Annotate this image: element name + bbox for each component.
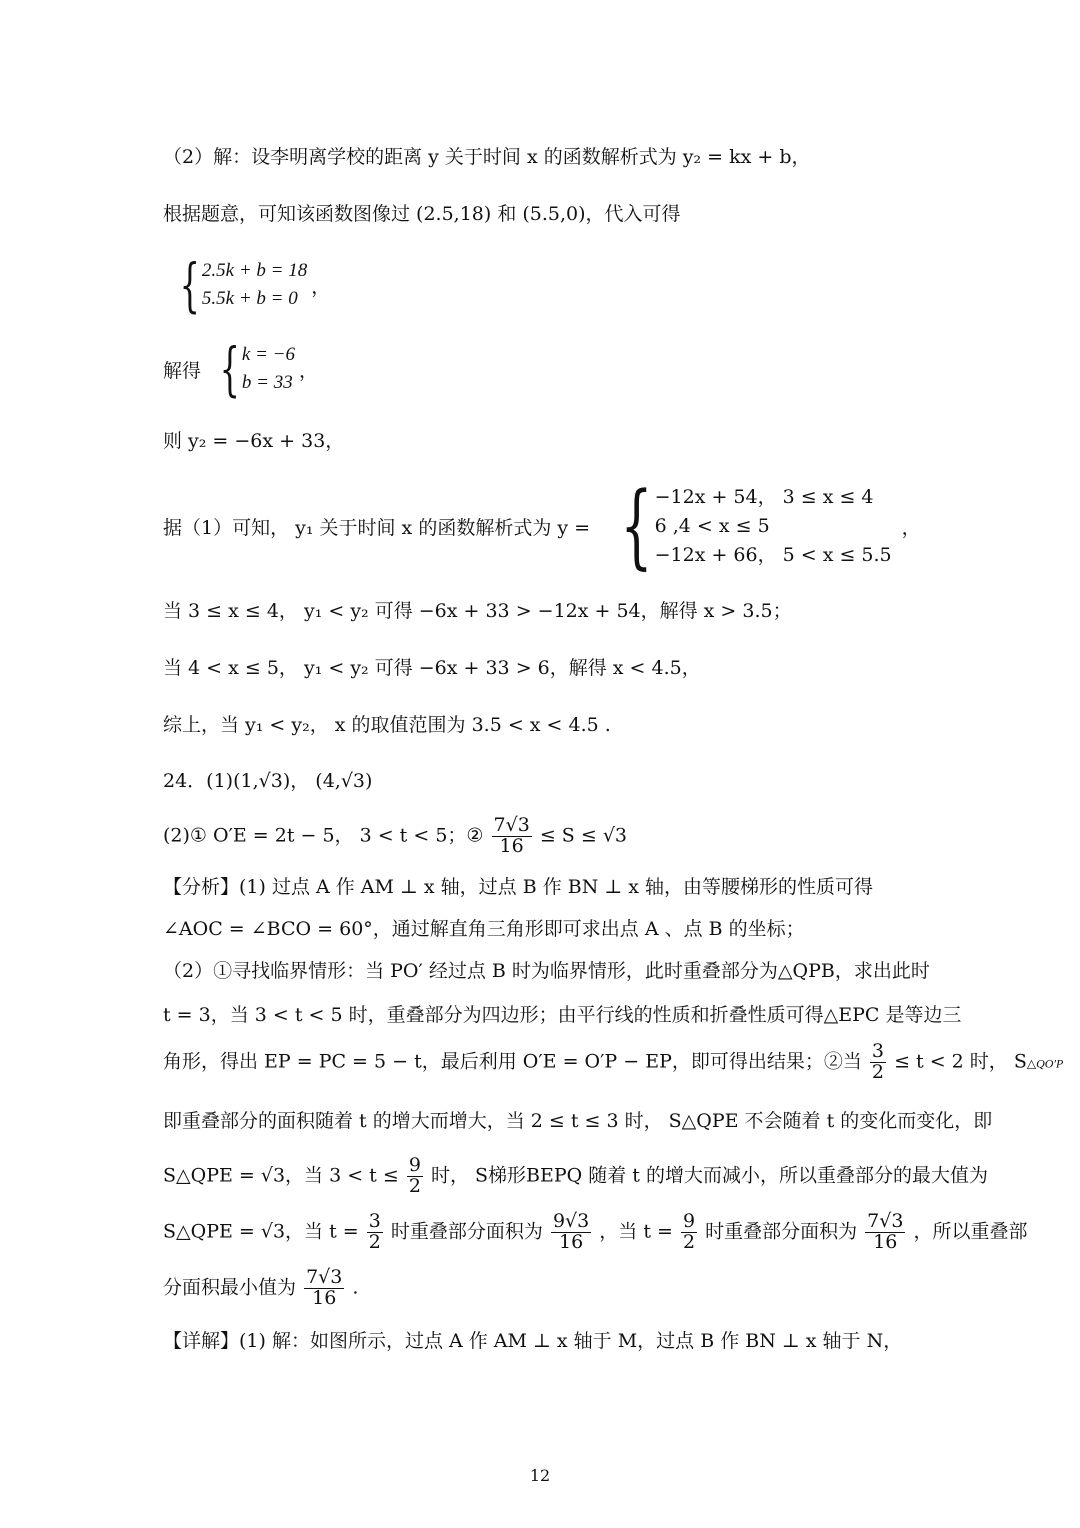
piecewise-function bbox=[163, 472, 921, 579]
left-brace: { bbox=[620, 472, 653, 579]
fraction-numerator: 9 bbox=[408, 1154, 421, 1176]
answer-part-a: (2)① O′E = 2t − 5， 3 < t < 5；② bbox=[163, 824, 484, 847]
text-line-19 bbox=[163, 1268, 358, 1309]
text-segment: 时重叠部分面积为 bbox=[390, 1220, 543, 1243]
subscript: △QO′P bbox=[1026, 1056, 1064, 1071]
text-line-6: 当 3 ≤ x ≤ 4， y₁ < y₂ 可得 −6x + 33 > −12x + 54，解得 x > 3.5； bbox=[163, 600, 792, 622]
punctuation: ， bbox=[299, 359, 319, 382]
fraction bbox=[367, 1212, 383, 1253]
fraction-denominator: 16 bbox=[558, 1230, 584, 1253]
fraction bbox=[865, 1212, 905, 1253]
fraction-numerator: 7√3 bbox=[493, 814, 530, 836]
punctuation: ， bbox=[901, 516, 921, 539]
system-row: 5.5k + b = 0 bbox=[201, 288, 298, 309]
left-brace: { bbox=[219, 335, 240, 403]
fraction-denominator: 16 bbox=[499, 834, 524, 857]
fraction-denominator: 2 bbox=[408, 1174, 421, 1197]
text-line-10 bbox=[163, 816, 627, 857]
text-line-2: 根据题意，可知该函数图像过 (2.5,18) 和 (5.5,0)，代入可得 bbox=[163, 203, 681, 225]
equation-system-2 bbox=[163, 335, 319, 403]
text-line-13: （2）①寻找临界情形：当 PO′ 经过点 B 时为临界情形，此时重叠部分为△QPB，求出此时 bbox=[163, 960, 930, 982]
fraction bbox=[681, 1212, 697, 1253]
fraction-denominator: 16 bbox=[873, 1230, 898, 1253]
text-line-16: 即重叠部分的面积随着 t 的增大而增大，当 2 ≤ t ≤ 3 时， S△QPE 不会随着 t 的变化而变化，即 bbox=[163, 1110, 993, 1132]
text-line-9: 24．(1)(1,√3)， (4,√3) bbox=[163, 770, 373, 792]
system-row: 2.5k + b = 18 bbox=[201, 260, 308, 281]
text-segment: . bbox=[352, 1276, 359, 1299]
text-line-7: 当 4 < x ≤ 5， y₁ < y₂ 可得 −6x + 33 > 6，解得 x < 4.5， bbox=[163, 657, 701, 679]
piecewise-row: −12x + 66， 5 < x ≤ 5.5 bbox=[654, 543, 892, 566]
fraction-numerator: 7√3 bbox=[306, 1266, 343, 1288]
text-line-15 bbox=[163, 1042, 1063, 1083]
system-row: b = 33 bbox=[241, 372, 293, 393]
fraction-numerator: 9√3 bbox=[552, 1210, 590, 1232]
text-line-11: 【分析】(1) 过点 A 作 AM ⊥ x 轴，过点 B 作 BN ⊥ x 轴，由等腰梯形的性质可得 bbox=[163, 876, 874, 898]
fraction bbox=[407, 1156, 423, 1197]
text-segment: S△QPE = √3，当 3 < t ≤ bbox=[163, 1164, 399, 1187]
text-segment: 角形，得出 EP = PC = 5 − t，最后利用 O′E = O′P − EP，即可得出结果；②当 bbox=[163, 1050, 862, 1073]
fraction bbox=[551, 1212, 591, 1253]
system-row: k = −6 bbox=[241, 344, 295, 365]
left-brace: { bbox=[179, 251, 200, 319]
text-line-14: t = 3，当 3 < t < 5 时，重叠部分为四边形；由平行线的性质和折叠性质可得△EPC 是等边三 bbox=[163, 1004, 962, 1026]
text-segment: ，所以重叠部 bbox=[913, 1220, 1028, 1243]
punctuation: ， bbox=[311, 275, 331, 298]
text-line-4: 则 y₂ = −6x + 33， bbox=[163, 430, 345, 452]
text-line-8: 综上，当 y₁ < y₂， x 的取值范围为 3.5 < x < 4.5 . bbox=[163, 714, 611, 736]
fraction-denominator: 16 bbox=[312, 1286, 337, 1309]
piecewise-row: −12x + 54， 3 ≤ x ≤ 4 bbox=[654, 485, 874, 508]
solve-label: 解得 bbox=[163, 359, 202, 382]
fraction-denominator: 2 bbox=[682, 1230, 696, 1253]
text-line-12: ∠AOC = ∠BCO = 60°，通过解直角三角形即可求出点 A 、点 B 的坐标； bbox=[163, 918, 805, 940]
fraction bbox=[304, 1268, 344, 1309]
fraction-numerator: 3 bbox=[871, 1040, 885, 1062]
piecewise-prefix: 据（1）可知， y₁ 关于时间 x 的函数解析式为 y = bbox=[163, 516, 591, 539]
fraction-numerator: 9 bbox=[682, 1210, 696, 1232]
piecewise-row: 6 ,4 < x ≤ 5 bbox=[654, 514, 770, 537]
text-segment: ，当 t = bbox=[599, 1220, 673, 1243]
page-number: 12 bbox=[529, 1466, 551, 1485]
text-segment: 分面积最小值为 bbox=[163, 1276, 297, 1299]
fraction-numerator: 7√3 bbox=[867, 1210, 904, 1232]
answer-part-b: ≤ S ≤ √3 bbox=[539, 824, 628, 847]
text-line-18 bbox=[163, 1212, 1028, 1253]
fraction-denominator: 2 bbox=[871, 1060, 885, 1083]
text-line-17 bbox=[163, 1156, 988, 1197]
equation-system-1 bbox=[163, 251, 331, 319]
text-segment: ≤ t < 2 时， S bbox=[894, 1050, 1027, 1073]
fraction-denominator: 2 bbox=[368, 1230, 381, 1253]
fraction-numerator: 3 bbox=[368, 1210, 381, 1232]
fraction bbox=[870, 1042, 886, 1083]
text-segment: 时， S梯形BEPQ 随着 t 的增大而减小，所以重叠部分的最大值为 bbox=[430, 1164, 988, 1187]
text-segment: 时重叠部分面积为 bbox=[705, 1220, 858, 1243]
text-line-1: （2）解：设李明离学校的距离 y 关于时间 x 的函数解析式为 y₂ = kx + b， bbox=[163, 146, 811, 168]
text-segment: S△QPE = √3，当 t = bbox=[163, 1220, 359, 1243]
text-line-20: 【详解】(1) 解：如图所示，过点 A 作 AM ⊥ x 轴于 M，过点 B 作 BN ⊥ x 轴于 N， bbox=[163, 1330, 903, 1352]
fraction bbox=[492, 816, 532, 857]
